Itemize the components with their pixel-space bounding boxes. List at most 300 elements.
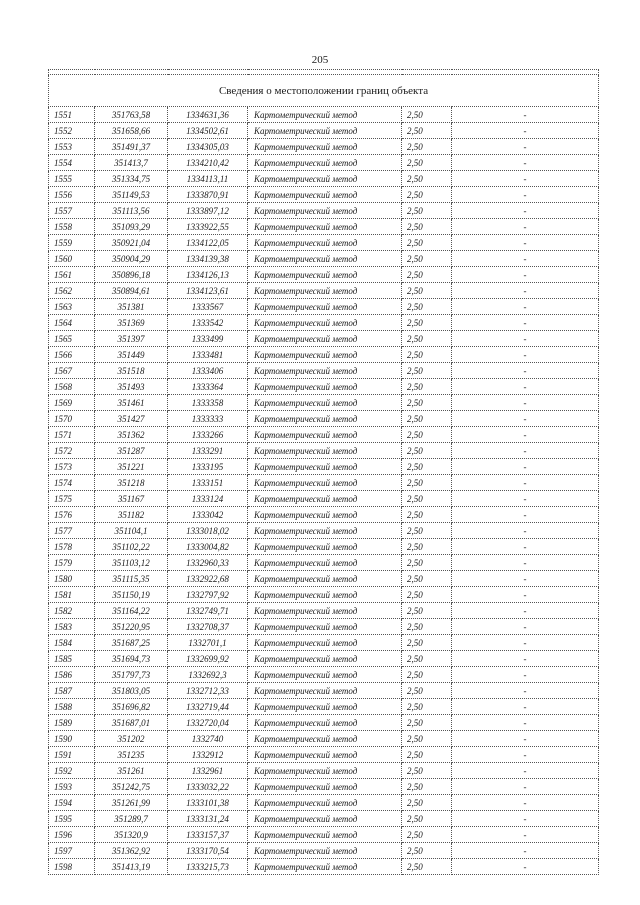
method-cell: Картометрический метод [248, 379, 402, 395]
table-row [49, 363, 599, 379]
method-cell: Картометрический метод [248, 395, 402, 411]
table-title: Сведения о местоположении границ объекта [49, 75, 599, 107]
point-number-cell: 1560 [49, 251, 95, 267]
method-cell: Картометрический метод [248, 411, 402, 427]
point-number-cell: 1559 [49, 235, 95, 251]
table-row [49, 667, 599, 683]
table-row [49, 859, 599, 875]
point-number-cell: 1572 [49, 443, 95, 459]
point-number-cell: 1561 [49, 267, 95, 283]
x-coordinate-cell: 351381 [95, 299, 168, 315]
table-row [49, 283, 599, 299]
point-number-cell: 1593 [49, 779, 95, 795]
table-row [49, 507, 599, 523]
y-coordinate-cell: 1333042 [168, 507, 248, 523]
x-coordinate-cell: 351803,05 [95, 683, 168, 699]
method-cell: Картометрический метод [248, 347, 402, 363]
point-number-cell: 1569 [49, 395, 95, 411]
table-row [49, 587, 599, 603]
method-cell: Картометрический метод [248, 555, 402, 571]
point-number-cell: 1594 [49, 795, 95, 811]
table-row [49, 523, 599, 539]
y-coordinate-cell: 1333004,82 [168, 539, 248, 555]
precision-cell: 2,50 [402, 363, 452, 379]
table-row [49, 603, 599, 619]
point-number-cell: 1592 [49, 763, 95, 779]
note-cell: - [452, 187, 599, 203]
note-cell: - [452, 443, 599, 459]
note-cell: - [452, 651, 599, 667]
note-cell: - [452, 427, 599, 443]
precision-cell: 2,50 [402, 523, 452, 539]
x-coordinate-cell: 351797,73 [95, 667, 168, 683]
precision-cell: 2,50 [402, 251, 452, 267]
point-number-cell: 1555 [49, 171, 95, 187]
point-number-cell: 1551 [49, 107, 95, 123]
note-cell: - [452, 331, 599, 347]
y-coordinate-cell: 1334123,61 [168, 283, 248, 299]
table-row [49, 843, 599, 859]
y-coordinate-cell: 1333131,24 [168, 811, 248, 827]
table-row [49, 443, 599, 459]
x-coordinate-cell: 351287 [95, 443, 168, 459]
note-cell: - [452, 763, 599, 779]
method-cell: Картометрический метод [248, 203, 402, 219]
table-row [49, 235, 599, 251]
precision-cell: 2,50 [402, 107, 452, 123]
method-cell: Картометрический метод [248, 859, 402, 875]
y-coordinate-cell: 1333032,22 [168, 779, 248, 795]
point-number-cell: 1575 [49, 491, 95, 507]
point-number-cell: 1558 [49, 219, 95, 235]
y-coordinate-cell: 1332701,1 [168, 635, 248, 651]
point-number-cell: 1573 [49, 459, 95, 475]
y-coordinate-cell: 1333567 [168, 299, 248, 315]
x-coordinate-cell: 351658,66 [95, 123, 168, 139]
table-row [49, 347, 599, 363]
precision-cell: 2,50 [402, 123, 452, 139]
point-number-cell: 1571 [49, 427, 95, 443]
y-coordinate-cell: 1333333 [168, 411, 248, 427]
precision-cell: 2,50 [402, 603, 452, 619]
table-row [49, 827, 599, 843]
x-coordinate-cell: 351362 [95, 427, 168, 443]
point-number-cell: 1553 [49, 139, 95, 155]
precision-cell: 2,50 [402, 619, 452, 635]
table-row [49, 475, 599, 491]
point-number-cell: 1590 [49, 731, 95, 747]
y-coordinate-cell: 1334126,13 [168, 267, 248, 283]
point-number-cell: 1588 [49, 699, 95, 715]
x-coordinate-cell: 351397 [95, 331, 168, 347]
note-cell: - [452, 251, 599, 267]
table-row [49, 123, 599, 139]
note-cell: - [452, 747, 599, 763]
note-cell: - [452, 315, 599, 331]
x-coordinate-cell: 351413,7 [95, 155, 168, 171]
x-coordinate-cell: 350904,29 [95, 251, 168, 267]
note-cell: - [452, 699, 599, 715]
table-row [49, 715, 599, 731]
y-coordinate-cell: 1333542 [168, 315, 248, 331]
precision-cell: 2,50 [402, 427, 452, 443]
precision-cell: 2,50 [402, 811, 452, 827]
y-coordinate-cell: 1332720,04 [168, 715, 248, 731]
point-number-cell: 1552 [49, 123, 95, 139]
y-coordinate-cell: 1332699,92 [168, 651, 248, 667]
x-coordinate-cell: 350896,18 [95, 267, 168, 283]
y-coordinate-cell: 1333870,91 [168, 187, 248, 203]
note-cell: - [452, 555, 599, 571]
note-cell: - [452, 683, 599, 699]
precision-cell: 2,50 [402, 859, 452, 875]
point-number-cell: 1597 [49, 843, 95, 859]
table-row [49, 427, 599, 443]
method-cell: Картометрический метод [248, 187, 402, 203]
note-cell: - [452, 411, 599, 427]
x-coordinate-cell: 350894,61 [95, 283, 168, 299]
method-cell: Картометрический метод [248, 603, 402, 619]
note-cell: - [452, 139, 599, 155]
y-coordinate-cell: 1332692,3 [168, 667, 248, 683]
precision-cell: 2,50 [402, 507, 452, 523]
y-coordinate-cell: 1334502,61 [168, 123, 248, 139]
x-coordinate-cell: 351102,22 [95, 539, 168, 555]
method-cell: Картометрический метод [248, 427, 402, 443]
method-cell: Картометрический метод [248, 363, 402, 379]
y-coordinate-cell: 1332912 [168, 747, 248, 763]
point-number-cell: 1554 [49, 155, 95, 171]
method-cell: Картометрический метод [248, 267, 402, 283]
point-number-cell: 1584 [49, 635, 95, 651]
note-cell: - [452, 395, 599, 411]
method-cell: Картометрический метод [248, 475, 402, 491]
table-row [49, 299, 599, 315]
method-cell: Картометрический метод [248, 795, 402, 811]
note-cell: - [452, 219, 599, 235]
method-cell: Картометрический метод [248, 747, 402, 763]
note-cell: - [452, 635, 599, 651]
y-coordinate-cell: 1333151 [168, 475, 248, 491]
precision-cell: 2,50 [402, 139, 452, 155]
y-coordinate-cell: 1333215,73 [168, 859, 248, 875]
y-coordinate-cell: 1332719,44 [168, 699, 248, 715]
y-coordinate-cell: 1334631,36 [168, 107, 248, 123]
note-cell: - [452, 811, 599, 827]
method-cell: Картометрический метод [248, 171, 402, 187]
note-cell: - [452, 283, 599, 299]
note-cell: - [452, 507, 599, 523]
note-cell: - [452, 203, 599, 219]
note-cell: - [452, 827, 599, 843]
table-row [49, 555, 599, 571]
y-coordinate-cell: 1332961 [168, 763, 248, 779]
precision-cell: 2,50 [402, 379, 452, 395]
table-row [49, 651, 599, 667]
y-coordinate-cell: 1333481 [168, 347, 248, 363]
method-cell: Картометрический метод [248, 235, 402, 251]
table-row [49, 539, 599, 555]
y-coordinate-cell: 1332922,68 [168, 571, 248, 587]
y-coordinate-cell: 1333897,12 [168, 203, 248, 219]
method-cell: Картометрический метод [248, 539, 402, 555]
precision-cell: 2,50 [402, 731, 452, 747]
precision-cell: 2,50 [402, 555, 452, 571]
table-row [49, 203, 599, 219]
precision-cell: 2,50 [402, 411, 452, 427]
method-cell: Картометрический метод [248, 811, 402, 827]
y-coordinate-cell: 1333358 [168, 395, 248, 411]
x-coordinate-cell: 351218 [95, 475, 168, 491]
point-number-cell: 1582 [49, 603, 95, 619]
table-row [49, 251, 599, 267]
note-cell: - [452, 539, 599, 555]
y-coordinate-cell: 1334122,05 [168, 235, 248, 251]
method-cell: Картометрический метод [248, 779, 402, 795]
table-row [49, 811, 599, 827]
precision-cell: 2,50 [402, 203, 452, 219]
point-number-cell: 1598 [49, 859, 95, 875]
method-cell: Картометрический метод [248, 619, 402, 635]
x-coordinate-cell: 351491,37 [95, 139, 168, 155]
method-cell: Картометрический метод [248, 219, 402, 235]
y-coordinate-cell: 1333157,37 [168, 827, 248, 843]
precision-cell: 2,50 [402, 699, 452, 715]
x-coordinate-cell: 351104,1 [95, 523, 168, 539]
method-cell: Картометрический метод [248, 331, 402, 347]
point-number-cell: 1578 [49, 539, 95, 555]
y-coordinate-cell: 1334210,42 [168, 155, 248, 171]
note-cell: - [452, 571, 599, 587]
method-cell: Картометрический метод [248, 523, 402, 539]
table-row [49, 683, 599, 699]
x-coordinate-cell: 351413,19 [95, 859, 168, 875]
point-number-cell: 1564 [49, 315, 95, 331]
method-cell: Картометрический метод [248, 123, 402, 139]
x-coordinate-cell: 351687,01 [95, 715, 168, 731]
precision-cell: 2,50 [402, 235, 452, 251]
y-coordinate-cell: 1333499 [168, 331, 248, 347]
precision-cell: 2,50 [402, 651, 452, 667]
note-cell: - [452, 363, 599, 379]
table-row [49, 747, 599, 763]
table-row [49, 267, 599, 283]
y-coordinate-cell: 1333018,02 [168, 523, 248, 539]
y-coordinate-cell: 1332712,33 [168, 683, 248, 699]
precision-cell: 2,50 [402, 187, 452, 203]
note-cell: - [452, 123, 599, 139]
point-number-cell: 1589 [49, 715, 95, 731]
method-cell: Картометрический метод [248, 443, 402, 459]
table-row [49, 171, 599, 187]
precision-cell: 2,50 [402, 283, 452, 299]
y-coordinate-cell: 1333291 [168, 443, 248, 459]
x-coordinate-cell: 351493 [95, 379, 168, 395]
note-cell: - [452, 619, 599, 635]
table-row [49, 635, 599, 651]
x-coordinate-cell: 351182 [95, 507, 168, 523]
y-coordinate-cell: 1333124 [168, 491, 248, 507]
precision-cell: 2,50 [402, 219, 452, 235]
y-coordinate-cell: 1333170,54 [168, 843, 248, 859]
table-row [49, 315, 599, 331]
precision-cell: 2,50 [402, 171, 452, 187]
note-cell: - [452, 491, 599, 507]
method-cell: Картометрический метод [248, 315, 402, 331]
table-row [49, 219, 599, 235]
table-row [49, 795, 599, 811]
x-coordinate-cell: 351202 [95, 731, 168, 747]
y-coordinate-cell: 1333101,38 [168, 795, 248, 811]
precision-cell: 2,50 [402, 395, 452, 411]
table-row [49, 619, 599, 635]
note-cell: - [452, 235, 599, 251]
precision-cell: 2,50 [402, 267, 452, 283]
x-coordinate-cell: 351164,22 [95, 603, 168, 619]
point-number-cell: 1568 [49, 379, 95, 395]
point-number-cell: 1565 [49, 331, 95, 347]
table-row [49, 379, 599, 395]
y-coordinate-cell: 1334139,38 [168, 251, 248, 267]
table-row [49, 699, 599, 715]
method-cell: Картометрический метод [248, 155, 402, 171]
method-cell: Картометрический метод [248, 107, 402, 123]
y-coordinate-cell: 1332960,33 [168, 555, 248, 571]
precision-cell: 2,50 [402, 683, 452, 699]
x-coordinate-cell: 351149,53 [95, 187, 168, 203]
x-coordinate-cell: 351103,12 [95, 555, 168, 571]
note-cell: - [452, 267, 599, 283]
y-coordinate-cell: 1333406 [168, 363, 248, 379]
method-cell: Картометрический метод [248, 683, 402, 699]
point-number-cell: 1566 [49, 347, 95, 363]
table-row [49, 139, 599, 155]
x-coordinate-cell: 351235 [95, 747, 168, 763]
method-cell: Картометрический метод [248, 491, 402, 507]
y-coordinate-cell: 1333195 [168, 459, 248, 475]
x-coordinate-cell: 351093,29 [95, 219, 168, 235]
method-cell: Картометрический метод [248, 699, 402, 715]
x-coordinate-cell: 351261,99 [95, 795, 168, 811]
precision-cell: 2,50 [402, 475, 452, 491]
table-row [49, 411, 599, 427]
point-number-cell: 1556 [49, 187, 95, 203]
x-coordinate-cell: 351167 [95, 491, 168, 507]
x-coordinate-cell: 351221 [95, 459, 168, 475]
note-cell: - [452, 379, 599, 395]
y-coordinate-cell: 1334305,03 [168, 139, 248, 155]
method-cell: Картометрический метод [248, 843, 402, 859]
x-coordinate-cell: 351261 [95, 763, 168, 779]
table-row [49, 763, 599, 779]
x-coordinate-cell: 351369 [95, 315, 168, 331]
y-coordinate-cell: 1332740 [168, 731, 248, 747]
x-coordinate-cell: 351687,25 [95, 635, 168, 651]
method-cell: Картометрический метод [248, 507, 402, 523]
x-coordinate-cell: 351427 [95, 411, 168, 427]
precision-cell: 2,50 [402, 459, 452, 475]
point-number-cell: 1579 [49, 555, 95, 571]
x-coordinate-cell: 351242,75 [95, 779, 168, 795]
precision-cell: 2,50 [402, 795, 452, 811]
x-coordinate-cell: 351362,92 [95, 843, 168, 859]
method-cell: Картометрический метод [248, 715, 402, 731]
note-cell: - [452, 171, 599, 187]
y-coordinate-cell: 1334113,11 [168, 171, 248, 187]
precision-cell: 2,50 [402, 155, 452, 171]
page-number: 205 [311, 54, 329, 66]
method-cell: Картометрический метод [248, 587, 402, 603]
y-coordinate-cell: 1333922,55 [168, 219, 248, 235]
table-row [49, 459, 599, 475]
boundary-coordinates-table [48, 69, 599, 875]
note-cell: - [452, 459, 599, 475]
table-row [49, 107, 599, 123]
note-cell: - [452, 299, 599, 315]
x-coordinate-cell: 351150,19 [95, 587, 168, 603]
point-number-cell: 1563 [49, 299, 95, 315]
note-cell: - [452, 779, 599, 795]
note-cell: - [452, 859, 599, 875]
note-cell: - [452, 715, 599, 731]
method-cell: Картометрический метод [248, 459, 402, 475]
table-row [49, 491, 599, 507]
point-number-cell: 1562 [49, 283, 95, 299]
table-row [49, 779, 599, 795]
y-coordinate-cell: 1332797,92 [168, 587, 248, 603]
method-cell: Картометрический метод [248, 651, 402, 667]
x-coordinate-cell: 351334,75 [95, 171, 168, 187]
precision-cell: 2,50 [402, 763, 452, 779]
note-cell: - [452, 155, 599, 171]
point-number-cell: 1586 [49, 667, 95, 683]
method-cell: Картометрический метод [248, 731, 402, 747]
point-number-cell: 1581 [49, 587, 95, 603]
point-number-cell: 1577 [49, 523, 95, 539]
table-row [49, 155, 599, 171]
precision-cell: 2,50 [402, 491, 452, 507]
method-cell: Картометрический метод [248, 635, 402, 651]
precision-cell: 2,50 [402, 779, 452, 795]
note-cell: - [452, 347, 599, 363]
method-cell: Картометрический метод [248, 667, 402, 683]
x-coordinate-cell: 350921,04 [95, 235, 168, 251]
x-coordinate-cell: 351518 [95, 363, 168, 379]
x-coordinate-cell: 351289,7 [95, 811, 168, 827]
precision-cell: 2,50 [402, 587, 452, 603]
precision-cell: 2,50 [402, 667, 452, 683]
precision-cell: 2,50 [402, 843, 452, 859]
point-number-cell: 1587 [49, 683, 95, 699]
point-number-cell: 1596 [49, 827, 95, 843]
x-coordinate-cell: 351115,35 [95, 571, 168, 587]
point-number-cell: 1580 [49, 571, 95, 587]
note-cell: - [452, 475, 599, 491]
table-row [49, 187, 599, 203]
x-coordinate-cell: 351696,82 [95, 699, 168, 715]
method-cell: Картометрический метод [248, 763, 402, 779]
point-number-cell: 1591 [49, 747, 95, 763]
x-coordinate-cell: 351461 [95, 395, 168, 411]
note-cell: - [452, 587, 599, 603]
table-row [49, 331, 599, 347]
x-coordinate-cell: 351320,9 [95, 827, 168, 843]
point-number-cell: 1567 [49, 363, 95, 379]
note-cell: - [452, 667, 599, 683]
point-number-cell: 1585 [49, 651, 95, 667]
note-cell: - [452, 603, 599, 619]
y-coordinate-cell: 1332708,37 [168, 619, 248, 635]
